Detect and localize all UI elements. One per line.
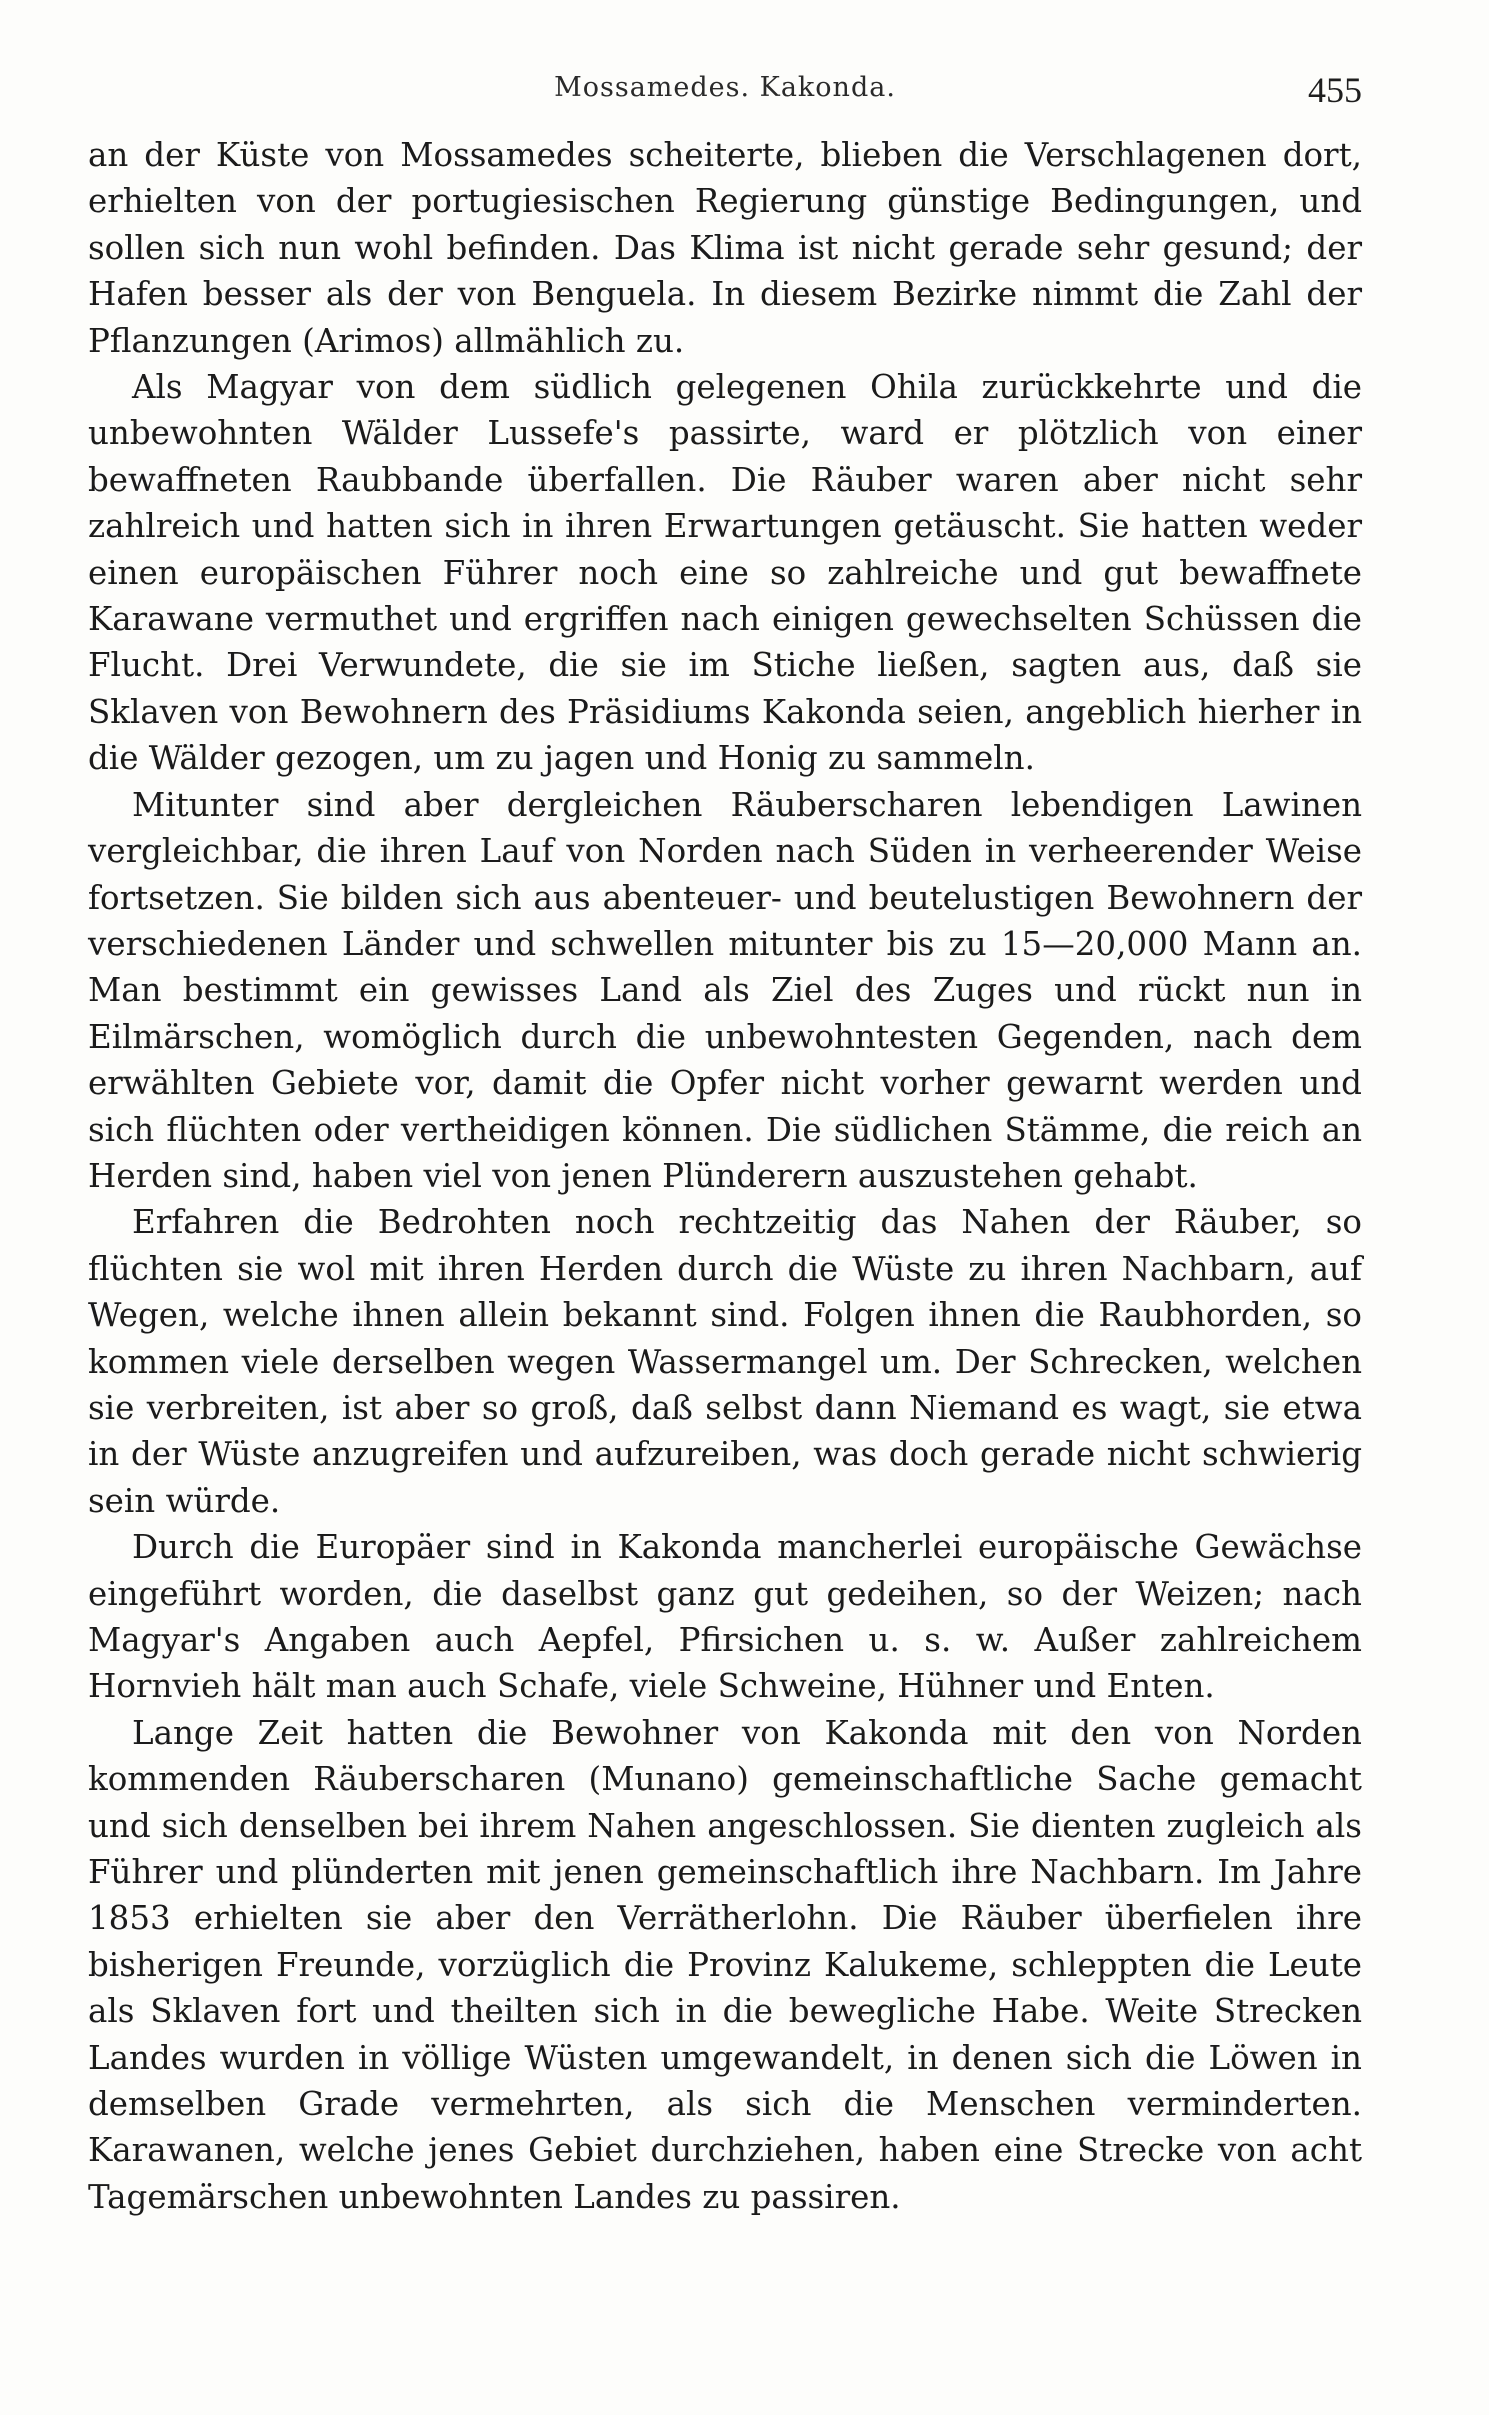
paragraph-6: Lange Zeit hatten die Bewohner von Kakonda mit den von Norden kommenden Räuberscharen (Munano) gemeinschaftliche Sache gemacht und sich denselben bei ihrem Nahen angeschlossen. Sie dienten zugleich als Führer und plünderten mit jenen gemeinschaftlich ihre Nachbarn. Im Jahre 1853 erhielten sie aber den Verrätherlohn. Die Räuber überfielen ihre bisherigen Freunde, vorzüglich die Provinz Kalukeme, schleppten die Leute als Sklaven fort und theilten sich in die bewegliche Habe. Weite Strecken Landes wurden in völlige Wüsten umgewandelt, in denen sich die Löwen in demselben Grade vermehrten, als sich die Menschen verminderten. Karawanen, welche jenes Gebiet durchziehen, haben eine Strecke von acht Tagemärschen unbewohnten Landes zu passiren. [88, 1713, 1362, 2216]
paragraph-2: Als Magyar von dem südlich gelegenen Ohila zurückkehrte und die unbewohnten Wälder Lussefe's passirte, ward er plötzlich von einer bewaffneten Raubbande überfallen. Die Räuber waren aber nicht sehr zahlreich und hatten sich in ihren Erwartungen getäuscht. Sie hatten weder einen europäischen Führer noch eine so zahlreiche und gut bewaffnete Karawane vermuthet und ergriffen nach einigen gewechselten Schüssen die Flucht. Drei Verwundete, die sie im Stiche ließen, sagten aus, daß sie Sklaven von Bewohnern des Präsidiums Kakonda seien, angeblich hierher in die Wälder gezogen, um zu jagen und Honig zu sammeln. [88, 368, 1362, 778]
paragraph-1: an der Küste von Mossamedes scheiterte, blieben die Verschlagenen dort, erhielten von der portugiesischen Regierung günstige Bedingungen, und sollen sich nun wohl befinden. Das Klima ist nicht gerade sehr gesund; der Hafen besser als der von Benguela. In diesem Bezirke nimmt die Zahl der Pflanzungen (Arimos) allmählich zu. [88, 136, 1362, 360]
body-text [88, 132, 1362, 2220]
paragraph-5: Durch die Europäer sind in Kakonda mancherlei europäische Gewächse eingeführt worden, die daselbst ganz gut gedeihen, so der Weizen; nach Magyar's Angaben auch Aepfel, Pfirsichen u. s. w. Außer zahlreichem Hornvieh hält man auch Schafe, viele Schweine, Hühner und Enten. [88, 1528, 1362, 1706]
paragraph-3: Mitunter sind aber dergleichen Räuberscharen lebendigen Lawinen vergleichbar, die ihren Lauf von Norden nach Süden in verheerender Weise fortsetzen. Sie bilden sich aus abenteuer- und beutelustigen Bewohnern der verschiedenen Länder und schwellen mitunter bis zu 15—20,000 Mann an. Man bestimmt ein gewisses Land als Ziel des Zuges und rückt nun in Eilmärschen, womöglich durch die unbewohntesten Gegenden, nach dem erwählten Gebiete vor, damit die Opfer nicht vorher gewarnt werden und sich flüchten oder vertheidigen können. Die südlichen Stämme, die reich an Herden sind, haben viel von jenen Plünderern auszustehen gehabt. [88, 785, 1362, 1195]
paragraph-4: Erfahren die Bedrohten noch rechtzeitig das Nahen der Räuber, so flüchten sie wol mit ihren Herden durch die Wüste zu ihren Nachbarn, auf Wegen, welche ihnen allein bekannt sind. Folgen ihnen die Raubhorden, so kommen viele derselben wegen Wassermangel um. Der Schrecken, welchen sie verbreiten, ist aber so groß, daß selbst dann Niemand es wagt, sie etwa in der Wüste anzugreifen und aufzureiben, was doch gerade nicht schwierig sein würde. [88, 1203, 1362, 1520]
running-title: Mossamedes. Kakonda. [554, 72, 896, 103]
running-head [88, 72, 1362, 116]
page-number: 455 [1308, 70, 1362, 110]
